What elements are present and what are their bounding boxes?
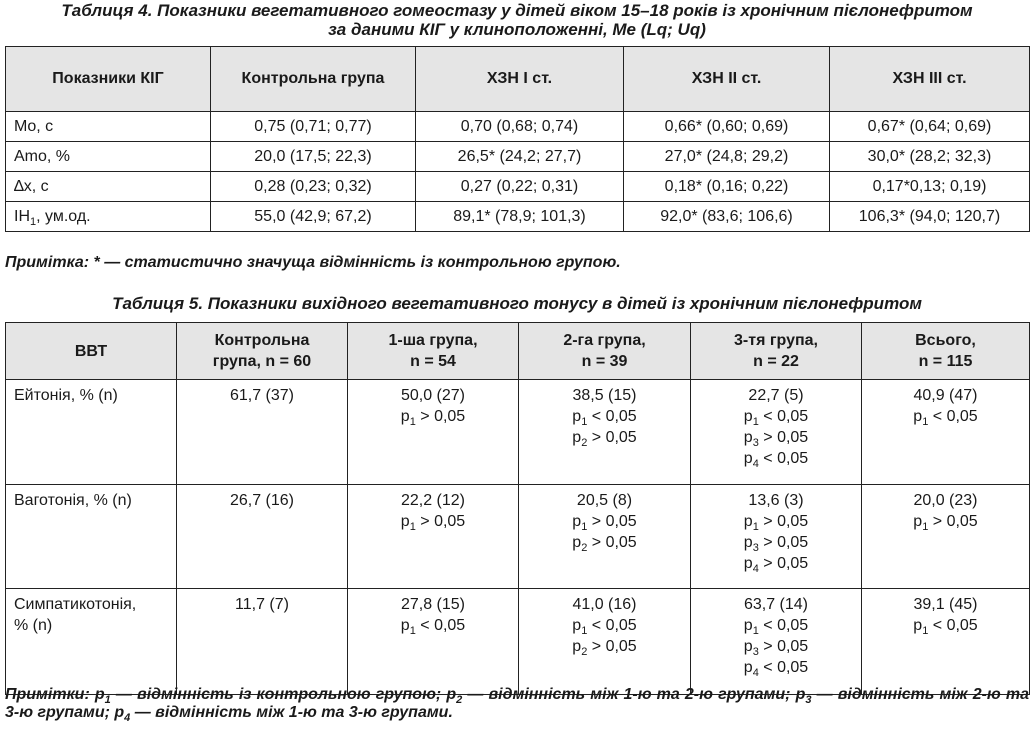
row-label-line: Симпатикотонія, bbox=[14, 596, 137, 613]
p-letter: p bbox=[913, 513, 923, 530]
table-row bbox=[6, 589, 1030, 695]
table-cell: 27,0* (24,8; 29,2) bbox=[624, 142, 830, 172]
p-value-line bbox=[520, 406, 689, 427]
p-letter: p bbox=[743, 429, 753, 446]
p-letter: p bbox=[572, 429, 582, 446]
table5-header-cell bbox=[177, 323, 348, 380]
p-index: 3 bbox=[752, 646, 759, 659]
table-row bbox=[6, 142, 1030, 172]
p-value-line bbox=[863, 406, 1028, 427]
header-line: Контрольна bbox=[214, 332, 310, 349]
p-value-line bbox=[692, 553, 860, 574]
table-cell bbox=[348, 589, 519, 695]
p-letter: p bbox=[743, 534, 753, 551]
row-label-line: Ейтонія, % (n) bbox=[14, 387, 118, 404]
p-letter: p bbox=[743, 617, 753, 634]
table5-note bbox=[5, 686, 1029, 725]
p-text: < 0,05 bbox=[758, 659, 809, 676]
table-cell: 0,66* (0,60; 0,69) bbox=[624, 112, 830, 142]
table-cell bbox=[862, 589, 1030, 695]
table-cell bbox=[519, 589, 691, 695]
header-line: ВВТ bbox=[74, 342, 108, 360]
table-cell bbox=[862, 380, 1030, 485]
p-value-line bbox=[349, 615, 517, 636]
p-letter: p bbox=[572, 638, 582, 655]
cell-value: 22,2 (12) bbox=[400, 492, 466, 509]
p-index: 1 bbox=[581, 521, 588, 534]
note-sub: 1 bbox=[104, 694, 111, 707]
p-index: 1 bbox=[922, 416, 929, 429]
header-line: n = 22 bbox=[753, 353, 799, 370]
row-label-line: % (n) bbox=[14, 617, 53, 634]
p-value-line bbox=[692, 427, 860, 448]
p-letter: p bbox=[743, 638, 753, 655]
p-letter: p bbox=[743, 659, 753, 676]
table-cell bbox=[862, 485, 1030, 589]
table-cell: 92,0* (83,6; 106,6) bbox=[624, 202, 830, 232]
p-letter: p bbox=[572, 408, 582, 425]
p-text: < 0,05 bbox=[758, 617, 809, 634]
p-text: < 0,05 bbox=[928, 408, 978, 425]
p-letter: p bbox=[743, 513, 753, 530]
p-value-line bbox=[520, 427, 689, 448]
table4 bbox=[5, 46, 1030, 232]
p-index: 1 bbox=[581, 416, 588, 429]
table5 bbox=[5, 322, 1030, 695]
p-letter: p bbox=[400, 408, 410, 425]
row-label-rest: , ум.од. bbox=[36, 207, 91, 225]
table5-header-cell bbox=[6, 323, 177, 380]
cell-value: 63,7 (14) bbox=[743, 596, 809, 613]
table-cell: 26,5* (24,2; 27,7) bbox=[416, 142, 624, 172]
table4-note: Примітка: * — статистично значуща відмінність із контрольною групою. bbox=[5, 254, 621, 271]
row-label bbox=[6, 202, 211, 232]
p-value-line bbox=[520, 532, 689, 553]
p-text: > 0,05 bbox=[587, 534, 637, 551]
row-label: Amo, % bbox=[6, 142, 211, 172]
p-value-line bbox=[692, 532, 860, 553]
p-text: > 0,05 bbox=[928, 513, 978, 530]
table-cell bbox=[691, 485, 862, 589]
header-line: 3-тя група, bbox=[734, 332, 818, 349]
p-index: 2 bbox=[581, 437, 588, 450]
p-text: > 0,05 bbox=[758, 429, 809, 446]
p-value-line bbox=[863, 615, 1028, 636]
table5-header-cell bbox=[691, 323, 862, 380]
note-text: — відмінність із контрольною групою; p bbox=[110, 686, 457, 703]
table-cell bbox=[691, 589, 862, 695]
p-index: 1 bbox=[922, 521, 929, 534]
table4-header-cell: ХЗН III ст. bbox=[830, 47, 1030, 112]
table-cell: 0,75 (0,71; 0,77) bbox=[211, 112, 416, 142]
p-text: < 0,05 bbox=[758, 450, 809, 467]
p-letter: p bbox=[572, 513, 582, 530]
p-text: > 0,05 bbox=[415, 513, 466, 530]
row-label: Mo, с bbox=[6, 112, 211, 142]
table-row bbox=[6, 172, 1030, 202]
p-text: > 0,05 bbox=[587, 638, 637, 655]
p-index: 1 bbox=[922, 625, 929, 638]
row-label bbox=[6, 485, 177, 589]
table-cell: 26,7 (16) bbox=[177, 485, 348, 589]
p-index: 1 bbox=[752, 416, 759, 429]
p-text: > 0,05 bbox=[587, 429, 637, 446]
table5-caption: Таблиця 5. Показники вихідного вегетативного тонусу в дітей із хронічним пієлонефритом bbox=[112, 294, 922, 313]
table-cell: 0,17*0,13; 0,19) bbox=[830, 172, 1030, 202]
p-index: 3 bbox=[752, 437, 759, 450]
p-letter: p bbox=[743, 555, 753, 572]
table4-header-cell: ХЗН I ст. bbox=[416, 47, 624, 112]
table-cell: 61,7 (37) bbox=[177, 380, 348, 485]
table-cell: 106,3* (94,0; 120,7) bbox=[830, 202, 1030, 232]
p-index: 2 bbox=[581, 646, 588, 659]
p-text: > 0,05 bbox=[758, 638, 809, 655]
p-text: < 0,05 bbox=[587, 617, 637, 634]
note-sub: 3 bbox=[805, 694, 812, 707]
p-index: 1 bbox=[752, 625, 759, 638]
header-line: 1-ша група, bbox=[388, 332, 478, 349]
table-cell: 0,27 (0,22; 0,31) bbox=[416, 172, 624, 202]
p-letter: p bbox=[743, 408, 753, 425]
p-text: > 0,05 bbox=[758, 555, 809, 572]
table-cell bbox=[691, 380, 862, 485]
table4-caption-line2: за даними КІГ у клиноположенні, Me (Lq; Uq) bbox=[328, 20, 706, 39]
p-index: 1 bbox=[581, 625, 588, 638]
table-row bbox=[6, 202, 1030, 232]
table-cell bbox=[348, 485, 519, 589]
table4-header-cell: ХЗН II ст. bbox=[624, 47, 830, 112]
header-line: n = 54 bbox=[410, 353, 456, 370]
cell-value: 50,0 (27) bbox=[400, 387, 466, 404]
p-value-line bbox=[520, 615, 689, 636]
row-label: ∆x, с bbox=[6, 172, 211, 202]
p-value-line bbox=[692, 657, 860, 678]
p-text: < 0,05 bbox=[758, 408, 809, 425]
p-text: > 0,05 bbox=[758, 534, 809, 551]
table-cell: 0,70 (0,68; 0,74) bbox=[416, 112, 624, 142]
p-letter: p bbox=[400, 513, 410, 530]
p-value-line bbox=[349, 406, 517, 427]
cell-value: 41,0 (16) bbox=[572, 596, 637, 613]
p-value-line bbox=[863, 511, 1028, 532]
p-value-line bbox=[692, 448, 860, 469]
p-value-line bbox=[692, 406, 860, 427]
table-row bbox=[6, 112, 1030, 142]
cell-value: 38,5 (15) bbox=[572, 387, 637, 404]
p-value-line bbox=[520, 511, 689, 532]
p-index: 1 bbox=[409, 625, 416, 638]
p-letter: p bbox=[400, 617, 410, 634]
cell-value: 40,9 (47) bbox=[913, 387, 978, 404]
p-letter: p bbox=[913, 408, 923, 425]
table-cell: 20,0 (17,5; 22,3) bbox=[211, 142, 416, 172]
table-cell bbox=[519, 485, 691, 589]
table-cell bbox=[348, 380, 519, 485]
p-text: < 0,05 bbox=[928, 617, 978, 634]
p-text: < 0,05 bbox=[415, 617, 466, 634]
table-cell: 30,0* (28,2; 32,3) bbox=[830, 142, 1030, 172]
note-sub: 2 bbox=[456, 694, 463, 707]
p-index: 1 bbox=[409, 521, 416, 534]
p-text: > 0,05 bbox=[415, 408, 466, 425]
header-line: n = 115 bbox=[918, 353, 973, 370]
header-line: Всього, bbox=[915, 332, 976, 349]
note-text: — відмінність між 1-ю та 2-ю групами; p bbox=[462, 686, 806, 703]
note-text: — відмінність між 2-ю та 3-ю групами; p bbox=[5, 686, 1029, 721]
table-cell bbox=[519, 380, 691, 485]
p-value-line bbox=[692, 511, 860, 532]
row-label-main: ІН bbox=[14, 207, 30, 225]
row-label bbox=[6, 589, 177, 695]
p-letter: p bbox=[572, 617, 582, 634]
note-sub: 4 bbox=[124, 712, 131, 725]
table-cell: 0,28 (0,23; 0,32) bbox=[211, 172, 416, 202]
table-cell: 55,0 (42,9; 67,2) bbox=[211, 202, 416, 232]
cell-value: 20,0 (23) bbox=[913, 492, 978, 509]
p-text: > 0,05 bbox=[587, 513, 637, 530]
table-row bbox=[6, 485, 1030, 589]
p-index: 2 bbox=[581, 542, 588, 555]
cell-value: 27,8 (15) bbox=[400, 596, 466, 613]
table-cell: 89,1* (78,9; 101,3) bbox=[416, 202, 624, 232]
header-line: n = 39 bbox=[581, 353, 628, 370]
row-label-line: Ваготонія, % (n) bbox=[14, 492, 132, 509]
table5-header-row bbox=[6, 323, 1030, 380]
row-label bbox=[6, 380, 177, 485]
table-cell: 0,18* (0,16; 0,22) bbox=[624, 172, 830, 202]
table5-header-cell bbox=[519, 323, 691, 380]
table4-caption-line1: Таблиця 4. Показники вегетативного гомеостазу у дітей віком 15–18 років із хронічним пієлонефритом bbox=[61, 1, 973, 20]
p-index: 1 bbox=[752, 521, 759, 534]
table-cell: 11,7 (7) bbox=[177, 589, 348, 695]
cell-value: 20,5 (8) bbox=[576, 492, 633, 509]
p-value-line bbox=[692, 636, 860, 657]
table-cell: 0,67* (0,64; 0,69) bbox=[830, 112, 1030, 142]
p-index: 4 bbox=[752, 667, 759, 680]
p-value-line bbox=[692, 615, 860, 636]
cell-value: 13,6 (3) bbox=[748, 492, 804, 509]
p-value-line bbox=[520, 636, 689, 657]
p-value-line bbox=[349, 511, 517, 532]
p-index: 3 bbox=[752, 542, 759, 555]
p-text: > 0,05 bbox=[758, 513, 809, 530]
table-row bbox=[6, 380, 1030, 485]
cell-value: 22,7 (5) bbox=[748, 387, 804, 404]
cell-value: 39,1 (45) bbox=[913, 596, 978, 613]
header-line: група, n = 60 bbox=[212, 353, 312, 370]
table4-header-row bbox=[6, 47, 1030, 112]
table4-header-cell: Контрольна група bbox=[211, 47, 416, 112]
p-letter: p bbox=[743, 450, 753, 467]
table4-caption bbox=[4, 1, 1030, 39]
row-label-sub: 1 bbox=[30, 215, 37, 228]
table5-header-cell bbox=[348, 323, 519, 380]
p-index: 1 bbox=[409, 416, 416, 429]
p-text: < 0,05 bbox=[587, 408, 637, 425]
header-line: 2-га група, bbox=[563, 332, 646, 349]
p-letter: p bbox=[572, 534, 582, 551]
p-letter: p bbox=[913, 617, 923, 634]
note-text: — відмінність між 1-ю та 3-ю групами. bbox=[130, 704, 453, 721]
table4-header-cell: Показники КІГ bbox=[6, 47, 211, 112]
p-index: 4 bbox=[752, 563, 759, 576]
p-index: 4 bbox=[752, 458, 759, 471]
note-text: Примітки: p bbox=[5, 686, 105, 703]
table5-header-cell bbox=[862, 323, 1030, 380]
